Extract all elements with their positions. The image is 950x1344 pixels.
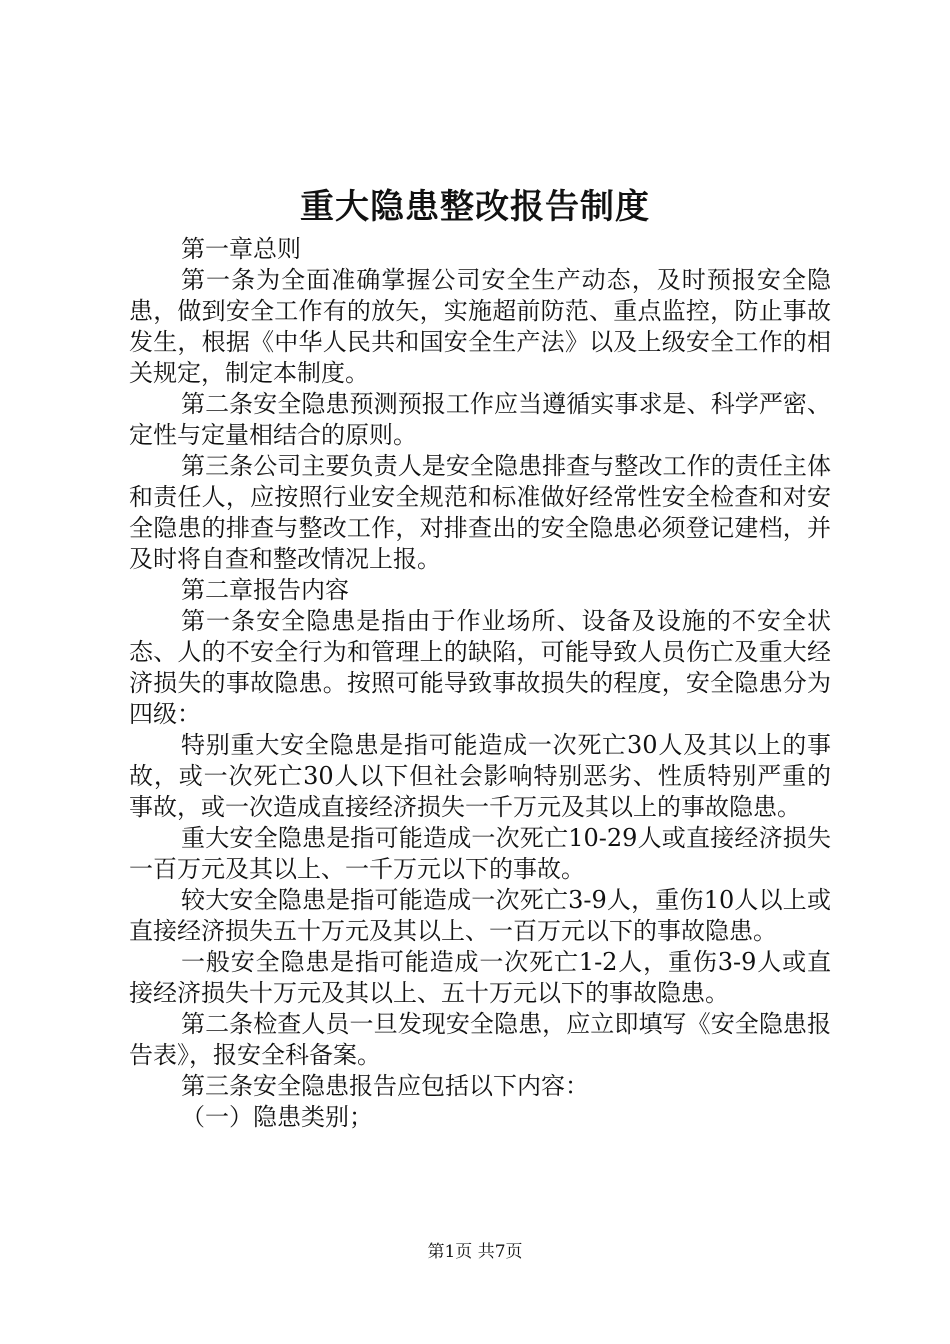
- paragraph: 特别重大安全隐患是指可能造成一次死亡30人及其以上的事故，或一次死亡30人以下但社会影响特别恶劣、性质特别严重的事故，或一次造成直接经济损失一千万元及其以上的事故隐患。: [129, 731, 831, 821]
- paragraph: 较大安全隐患是指可能造成一次死亡3-9人，重伤10人以上或直接经济损失五十万元及其以上、一百万元以下的事故隐患。: [129, 886, 831, 945]
- paragraph: 一般安全隐患是指可能造成一次死亡1-2人，重伤3-9人或直接经济损失十万元及其以上、五十万元以下的事故隐患。: [129, 948, 831, 1007]
- paragraph: 第二条安全隐患预测预报工作应当遵循实事求是、科学严密、定性与定量相结合的原则。: [129, 390, 831, 449]
- paragraph: 第三条安全隐患报告应包括以下内容：: [181, 1072, 589, 1100]
- chapter-heading: 第二章报告内容: [181, 576, 349, 604]
- chapter-heading: 第一章总则: [181, 235, 301, 263]
- paragraph: 第二条检查人员一旦发现安全隐患，应立即填写《安全隐患报告表》，报安全科备案。: [129, 1010, 831, 1069]
- paragraph: 重大安全隐患是指可能造成一次死亡10-29人或直接经济损失一百万元及其以上、一千万元以下的事故。: [129, 824, 831, 883]
- paragraph: 第一条为全面准确掌握公司安全生产动态，及时预报安全隐患，做到安全工作有的放矢，实施超前防范、重点监控，防止事故发生，根据《中华人民共和国安全生产法》以及上级安全工作的相关规定，制定本制度。: [129, 266, 831, 387]
- paragraph: 第一条安全隐患是指由于作业场所、设备及设施的不安全状态、人的不安全行为和管理上的缺陷，可能导致人员伤亡及重大经济损失的事故隐患。按照可能导致事故损失的程度，安全隐患分为四级：: [129, 607, 831, 728]
- page-footer: 第1页 共7页: [427, 1242, 523, 1262]
- paragraph: 第三条公司主要负责人是安全隐患排查与整改工作的责任主体和责任人，应按照行业安全规范和标准做好经常性安全检查和对安全隐患的排查与整改工作，对排查出的安全隐患必须登记建档，并及时将自查和整改情况上报。: [129, 452, 831, 573]
- document-body: [129, 234, 831, 1133]
- list-item: （一）隐患类别；: [181, 1103, 373, 1131]
- document-title: 重大隐患整改报告制度: [300, 187, 650, 227]
